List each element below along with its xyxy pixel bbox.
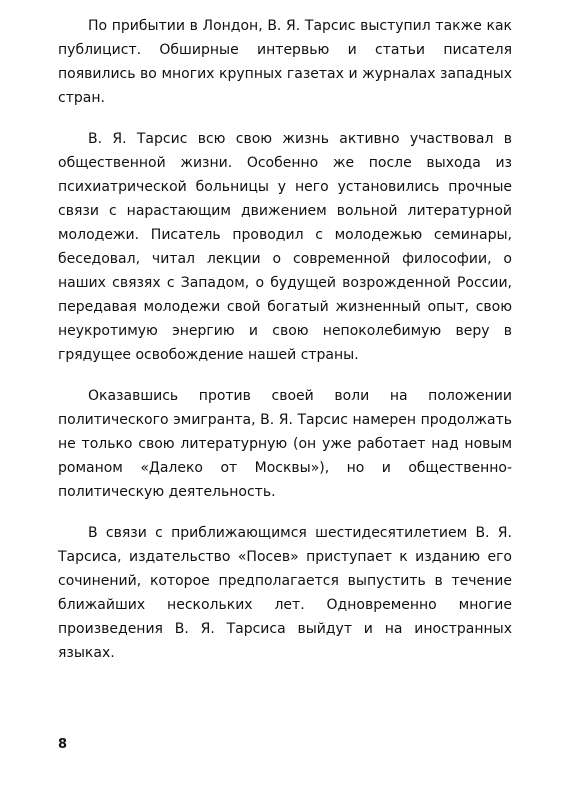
- paragraph-4: В связи с приближающимся шестидесятилетием В. Я. Тарсиса, издательство «Посев» приступает к изданию его сочинений, которое предполагается выпустить в течение ближайших нескольких лет. Одновременно многие произведения В. Я. Тарсиса выйдут и на иностранных языках.: [58, 525, 512, 661]
- paragraph-1: По прибытии в Лондон, В. Я. Тарсис выступил также как публицист. Обширные интервью и статьи писателя появились во многих крупных газетах и журналах западных стран.: [58, 18, 512, 106]
- page-body: [58, 14, 512, 682]
- paragraph-2: В. Я. Тарсис всю свою жизнь активно участвовал в общественной жизни. Особенно же после выхода из психиатрической больницы у него установились прочные связи с нарастающим движением вольной литературной молодежи. Писатель проводил с молодежью семинары, беседовал, читал лекции о современной философии, о наших связях с Западом, о будущей возрожденной России, передавая молодежи свой богатый жизненный опыт, свою неукротимую энергию и свою непоколебимую веру в грядущее освобождение нашей страны.: [58, 131, 512, 363]
- page-number: 8: [58, 737, 68, 752]
- paragraph-3: Оказавшись против своей воли на положении политического эмигранта, В. Я. Тарсис намерен продолжать не только свою литературную (он уже работает над новым романом «Далеко от Москвы»), но и общественно-политическую деятельность.: [58, 388, 512, 500]
